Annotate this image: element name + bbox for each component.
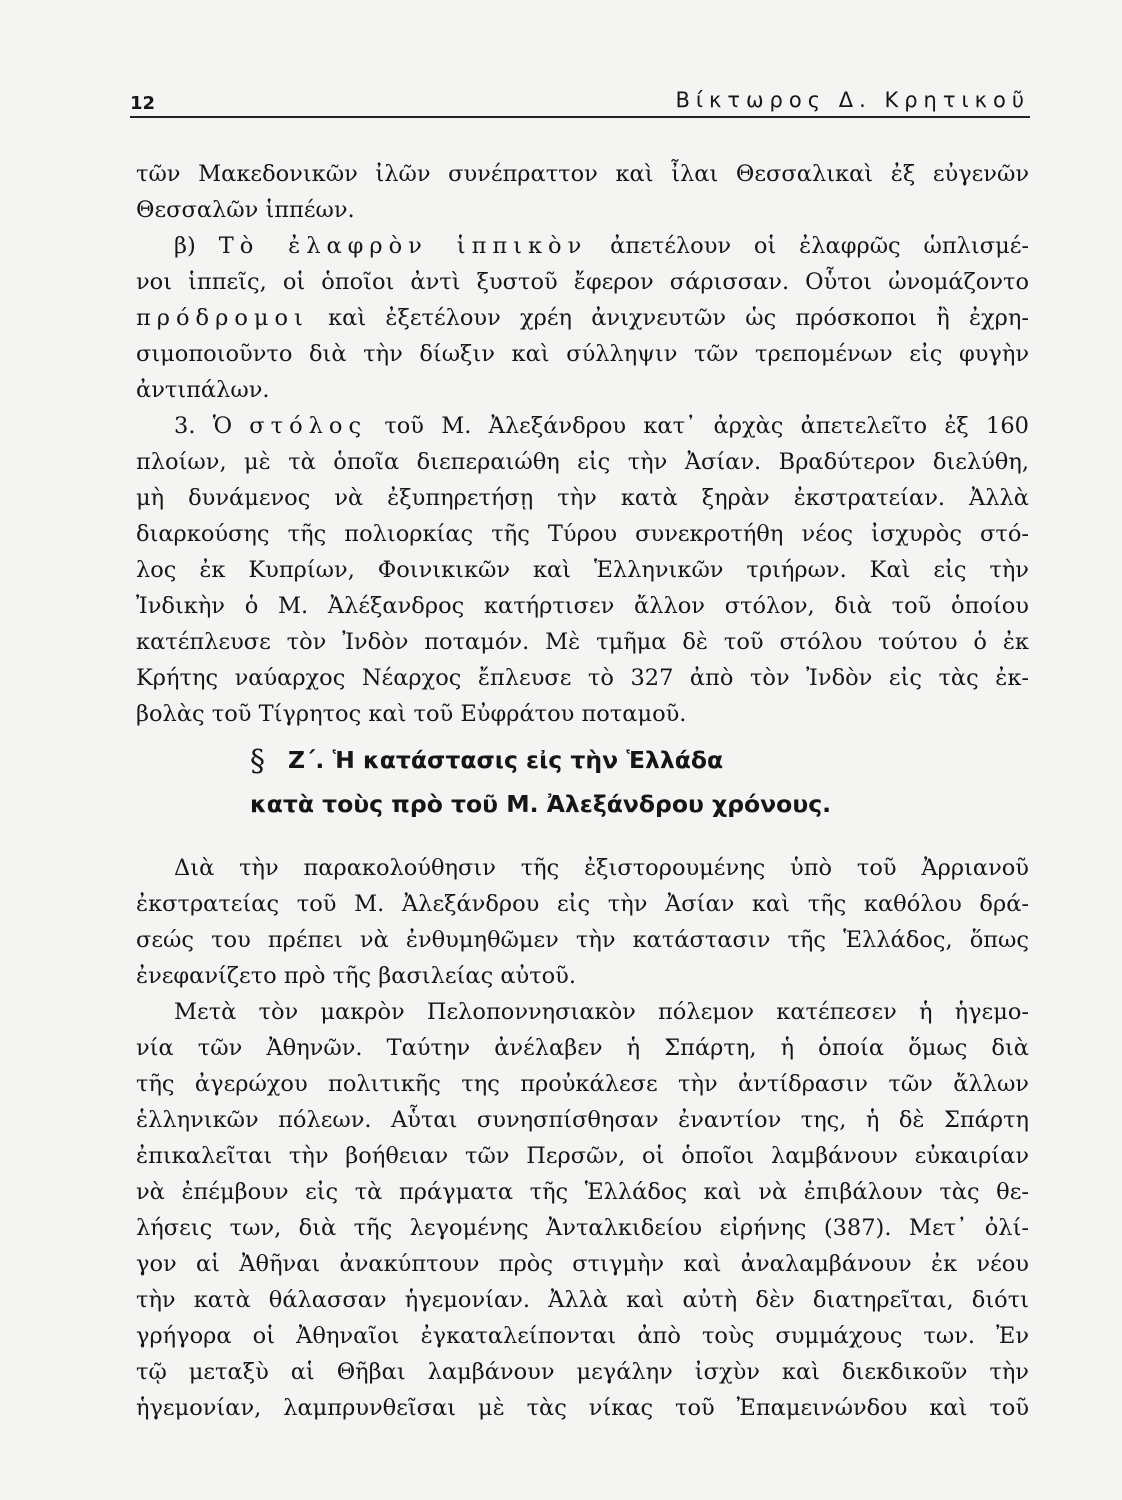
text-line: νία τῶν Ἀθηνῶν. Ταύτην ἀνέλαβεν ἡ Σπάρτη, ἡ ὁποία ὅμως διὰ: [136, 1035, 1029, 1061]
page-number: 12: [130, 93, 156, 114]
text-line: ἐκστρατείας τοῦ Μ. Ἀλεξάνδρου εἰς τὴν Ἀσίαν καὶ τῆς καθόλου δρά-: [136, 891, 1029, 917]
body-text-top: [136, 156, 1029, 732]
text-line: Θεσσαλῶν ἱππέων.: [136, 197, 355, 223]
list-marker: β): [174, 233, 196, 259]
section-title: Ζ΄. Ἡ κατάστασις εἰς τὴν Ἑλλάδα: [288, 746, 724, 774]
section-mark-icon: §: [250, 744, 265, 779]
text-line: γον αἱ Ἀθῆναι ἀνακύπτουν πρὸς στιγμὴν καὶ ἀναλαμβάνουν ἐκ νέου: [136, 1251, 1029, 1277]
text-line: γρήγορα οἱ Ἀθηναῖοι ἐγκαταλείπονται ἀπὸ τοὺς συμμάχους των. Ἐν: [136, 1323, 1029, 1349]
text-line: σεώς του πρέπει νὰ ἐνθυμηθῶμεν τὴν κατάστασιν τῆς Ἑλλάδος, ὅπως: [136, 927, 1029, 953]
text-line: νοι ἱππεῖς, οἱ ὁποῖοι ἀντὶ ξυστοῦ ἔφερον σάρισσαν. Οὗτοι ὠνομάζοντο: [136, 269, 1029, 295]
text-line: κατέπλευσε τὸν Ἰνδὸν ποταμόν. Μὲ τμῆμα δὲ τοῦ στόλου τούτου ὁ ἐκ: [136, 629, 1029, 655]
spaced-term: Τὸ ἐλαφρὸν ἱππικὸν: [218, 233, 588, 259]
text-line: ἀντιπάλων.: [136, 377, 270, 403]
text-run: τοῦ Μ. Ἀλεξάνδρου κατ᾽ ἀρχὰς ἀπετελεῖτο ἐξ 160: [384, 413, 1029, 439]
text-line: διαρκούσης τῆς πολιορκίας τῆς Τύρου συνεκροτήθη νέος ἰσχυρὸς στό-: [136, 521, 1029, 547]
text-line: λήσεις των, διὰ τῆς λεγομένης Ἀνταλκιδείου εἰρήνης (387). Μετ᾽ ὀλί-: [136, 1215, 1029, 1241]
text-line: ἡγεμονίαν, λαμπρυνθεῖσαι μὲ τὰς νίκας τοῦ Ἐπαμεινώνδου καὶ τοῦ: [136, 1395, 1029, 1421]
list-marker: 3. Ὁ: [174, 413, 233, 439]
spaced-term: πρόδρομοι: [136, 305, 309, 331]
text-line: ἑλληνικῶν πόλεων. Αὗται συνησπίσθησαν ἐναντίον της, ἡ δὲ Σπάρτη: [136, 1107, 1029, 1133]
text-line: λος ἐκ Κυπρίων, Φοινικικῶν καὶ Ἑλληνικῶν τριήρων. Καὶ εἰς τὴν: [136, 557, 1029, 583]
text-line: νὰ ἐπέμβουν εἰς τὰ πράγματα τῆς Ἑλλάδος καὶ νὰ ἐπιβάλουν τὰς θε-: [136, 1179, 1029, 1205]
text-line: ἐνεφανίζετο πρὸ τῆς βασιλείας αὐτοῦ.: [136, 963, 577, 989]
text-line: Ἰνδικὴν ὁ Μ. Ἀλέξανδρος κατήρτισεν ἄλλον στόλον, διὰ τοῦ ὁποίου: [136, 593, 1029, 619]
text-line: [136, 408, 1029, 444]
text-line: [136, 228, 1029, 264]
text-line: βολὰς τοῦ Τίγρητος καὶ τοῦ Εὐφράτου ποταμοῦ.: [136, 701, 687, 727]
section-title-line: [250, 742, 950, 778]
text-line: Μετὰ τὸν μακρὸν Πελοποννησιακὸν πόλεμον κατέπεσεν ἡ ἡγεμο-: [174, 999, 1029, 1025]
text-line: τῶν Μακεδονικῶν ἰλῶν συνέπραττον καὶ ἶλαι Θεσσαλικαὶ ἐξ εὐγενῶν: [136, 161, 1029, 187]
text-line: τὴν κατὰ θάλασσαν ἡγεμονίαν. Ἀλλὰ καὶ αὐτὴ δὲν διατηρεῖται, διότι: [136, 1287, 1029, 1313]
text-line: τῷ μεταξὺ αἱ Θῆβαι λαμβάνουν μεγάλην ἰσχὺν καὶ διεκδικοῦν τὴν: [136, 1359, 1029, 1385]
page-header: [130, 72, 1030, 118]
running-head-author: Βίκτωρος Δ. Κρητικοῦ: [675, 88, 1030, 112]
text-line: πλοίων, μὲ τὰ ὁποῖα διεπεραιώθη εἰς τὴν Ἀσίαν. Βραδύτερον διελύθη,: [136, 449, 1029, 475]
text-line: [136, 300, 1029, 336]
text-line: μὴ δυνάμενος νὰ ἐξυπηρετήσῃ τὴν κατὰ ξηρὰν ἐκστρατείαν. Ἀλλὰ: [136, 485, 1029, 511]
section-subtitle: κατὰ τοὺς πρὸ τοῦ Μ. Ἀλεξάνδρου χρόνους.: [250, 790, 832, 818]
text-line: Κρήτης ναύαρχος Νέαρχος ἔπλευσε τὸ 327 ἀπὸ τὸν Ἰνδὸν εἰς τὰς ἐκ-: [136, 665, 1029, 691]
text-run: καὶ ἐξετέλουν χρέη ἀνιχνευτῶν ὡς πρόσκοποι ἢ ἐχρη-: [328, 305, 1029, 331]
text-line: Διὰ τὴν παρακολούθησιν τῆς ἐξιστορουμένης ὑπὸ τοῦ Ἀρριανοῦ: [174, 855, 1029, 881]
section-heading: [250, 742, 950, 824]
spaced-term: στόλος: [249, 413, 368, 439]
text-line: τῆς ἀγερώχου πολιτικῆς της προὐκάλεσε τὴν ἀντίδρασιν τῶν ἄλλων: [136, 1071, 1029, 1097]
text-line: σιμοποιοῦντο διὰ τὴν δίωξιν καὶ σύλληψιν τῶν τρεπομένων εἰς φυγὴν: [136, 341, 1029, 367]
text-run: ἀπετέλουν οἱ ἐλαφρῶς ὡπλισμέ-: [610, 233, 1029, 259]
text-line: ἐπικαλεῖται τὴν βοήθειαν τῶν Περσῶν, οἱ ὁποῖοι λαμβάνουν εὐκαιρίαν: [136, 1143, 1029, 1169]
body-text-bottom: [136, 850, 1029, 1426]
